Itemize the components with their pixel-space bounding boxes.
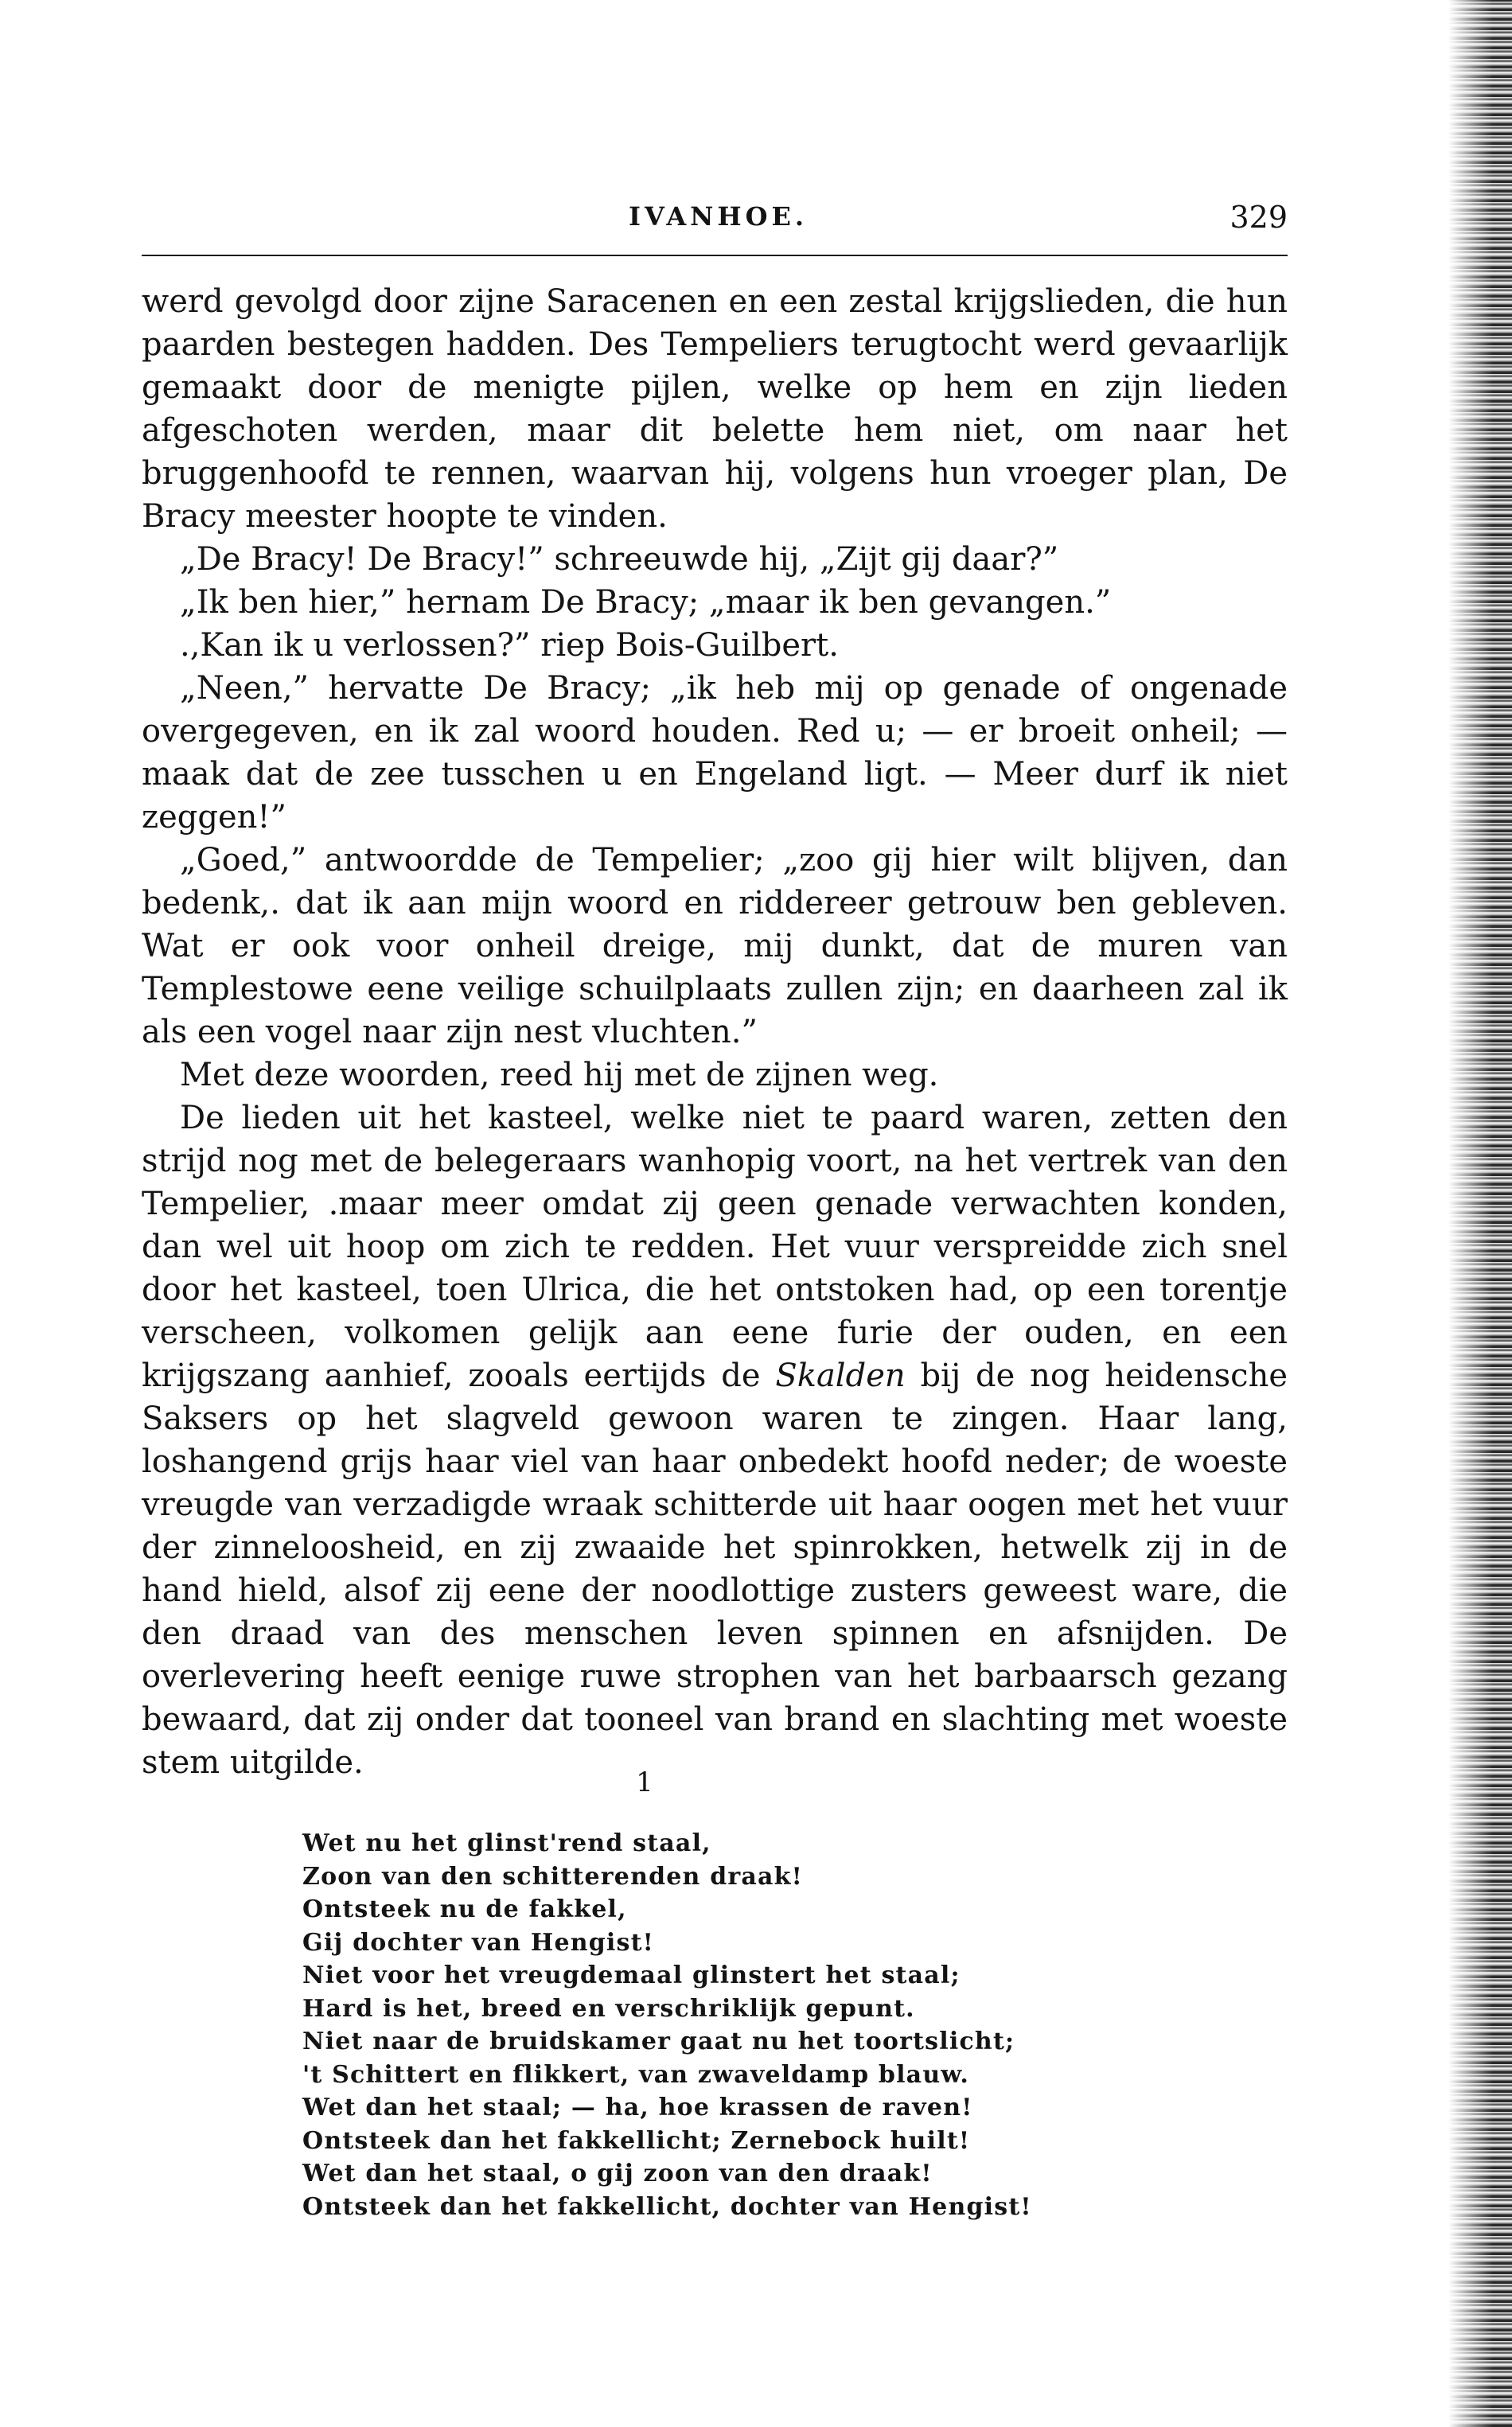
verse-number: 1 <box>636 1767 653 1798</box>
verse-line: Ontsteek dan het fakkellicht, dochter van Hengist! <box>302 2192 1032 2221</box>
verse-line: Zoon van den schitterenden draak! <box>302 1862 804 1891</box>
verse-line: 't Schittert en flikkert, van zwaveldamp blauw. <box>302 2060 969 2089</box>
paragraph: werd gevolgd door zijne Saracenen en een zestal krijgslieden, die hun paarden bestegen hadden. Des Tempeliers terugtocht werd gevaarlijk gemaakt door de menigte pijlen, welke op hem en zijn lieden afgeschoten werden, maar dit belette hem niet, om naar het bruggenhoofd te rennen, waarvan hij, volgens hun vroeger plan, De Bracy meester hoopte te vinden. <box>142 283 1288 535</box>
verse-line: Niet naar de bruidskamer gaat nu het toortslicht; <box>302 2028 1015 2055</box>
paragraph: „Ik ben hier,” hernam De Bracy; „maar ik ben gevangen.” <box>180 584 1112 621</box>
paragraph: „De Bracy! De Bracy!” schreeuwde hij, „Zijt gij daar?” <box>180 541 1059 578</box>
running-title: IVANHOE. <box>629 201 809 232</box>
verse-line: Hard is het, breed en verschriklijk gepunt. <box>302 1994 915 2023</box>
verse-line: Wet dan het staal; — ha, hoe krassen de raven! <box>302 2094 973 2121</box>
running-header <box>142 193 1288 249</box>
paragraph-text-after: bij de nog heidensche Saksers op het slagveld gewoon waren te zingen. Haar lang, loshangend grijs haar viel van haar onbedekt hoofd neder; de woeste vreugde van verzadigde wraak schitterde uit haar oogen met het vuur der zinneloosheid, en zij zwaaide het spinrokken, hetwelk zij in de hand hield, alsof zij eene der noodlottige zusters geweest ware, die den draad van des menschen leven spinnen en afsnijden. De overlevering heeft eenige ruwe strophen van het barbaarsch gezang bewaard, dat zij onder dat tooneel van brand en slachting met woeste stem uitgilde. <box>142 1358 1288 1781</box>
verse-line: Wet dan het staal, o gij zoon van den draak! <box>302 2160 933 2187</box>
paragraph: „Neen,” hervatte De Bracy; „ik heb mij op genade of ongenade overgegeven, en ik zal woord houden. Red u; — er broeit onheil; — maak dat de zee tusschen u en Engeland ligt. — Meer durf ik niet zeggen!” <box>142 670 1288 836</box>
verse-line: Ontsteek dan het fakkellicht; Zernebock huilt! <box>302 2126 971 2155</box>
paragraph-with-emphasis <box>142 1097 1288 1784</box>
verse-line: Gij dochter van Hengist! <box>302 1928 655 1957</box>
scan-gutter-edge <box>1448 0 1512 2427</box>
verse-line: Wet nu het glinst'rend staal, <box>302 1829 711 1857</box>
header-rule <box>142 255 1288 256</box>
verse-number-row <box>0 1767 1512 1798</box>
verse-line: Ontsteek nu de fakkel, <box>302 1895 627 1923</box>
paragraph: Met deze woorden, reed hij met de zijnen weg. <box>180 1057 939 1093</box>
emphasis-word: Skalden <box>775 1358 906 1394</box>
paragraph-text-before: De lieden uit het kasteel, welke niet te paard waren, zetten den strijd nog met de belegeraars wanhopig voort, na het vertrek van den Tempelier, .maar meer omdat zij geen genade verwachten konden, dan wel uit hoop om zich te redden. Het vuur verspreidde zich snel door het kasteel, toen Ulrica, die het ontstoken had, op een torentje verscheen, volkomen gelijk aan eene furie der ouden, en een krijgszang aanhief, zooals eertijds de <box>142 1100 1288 1394</box>
body-text <box>142 280 1288 1784</box>
verse-block <box>302 1827 1098 2223</box>
page-number: 329 <box>1229 200 1288 235</box>
verse-line: Niet voor het vreugdemaal glinstert het staal; <box>302 1961 961 1989</box>
paragraph: .,Kan ik u verlossen?” riep Bois-Guilbert. <box>180 627 839 664</box>
paragraph: „Goed,” antwoordde de Tempelier; „zoo gij hier wilt blijven, dan bedenk,. dat ik aan mijn woord en riddereer getrouw ben gebleven. Wat er ook voor onheil dreige, mij dunkt, dat de muren van Templestowe eene veilige schuilplaats zullen zijn; en daarheen zal ik als een vogel naar zijn nest vluchten.” <box>142 842 1288 1050</box>
